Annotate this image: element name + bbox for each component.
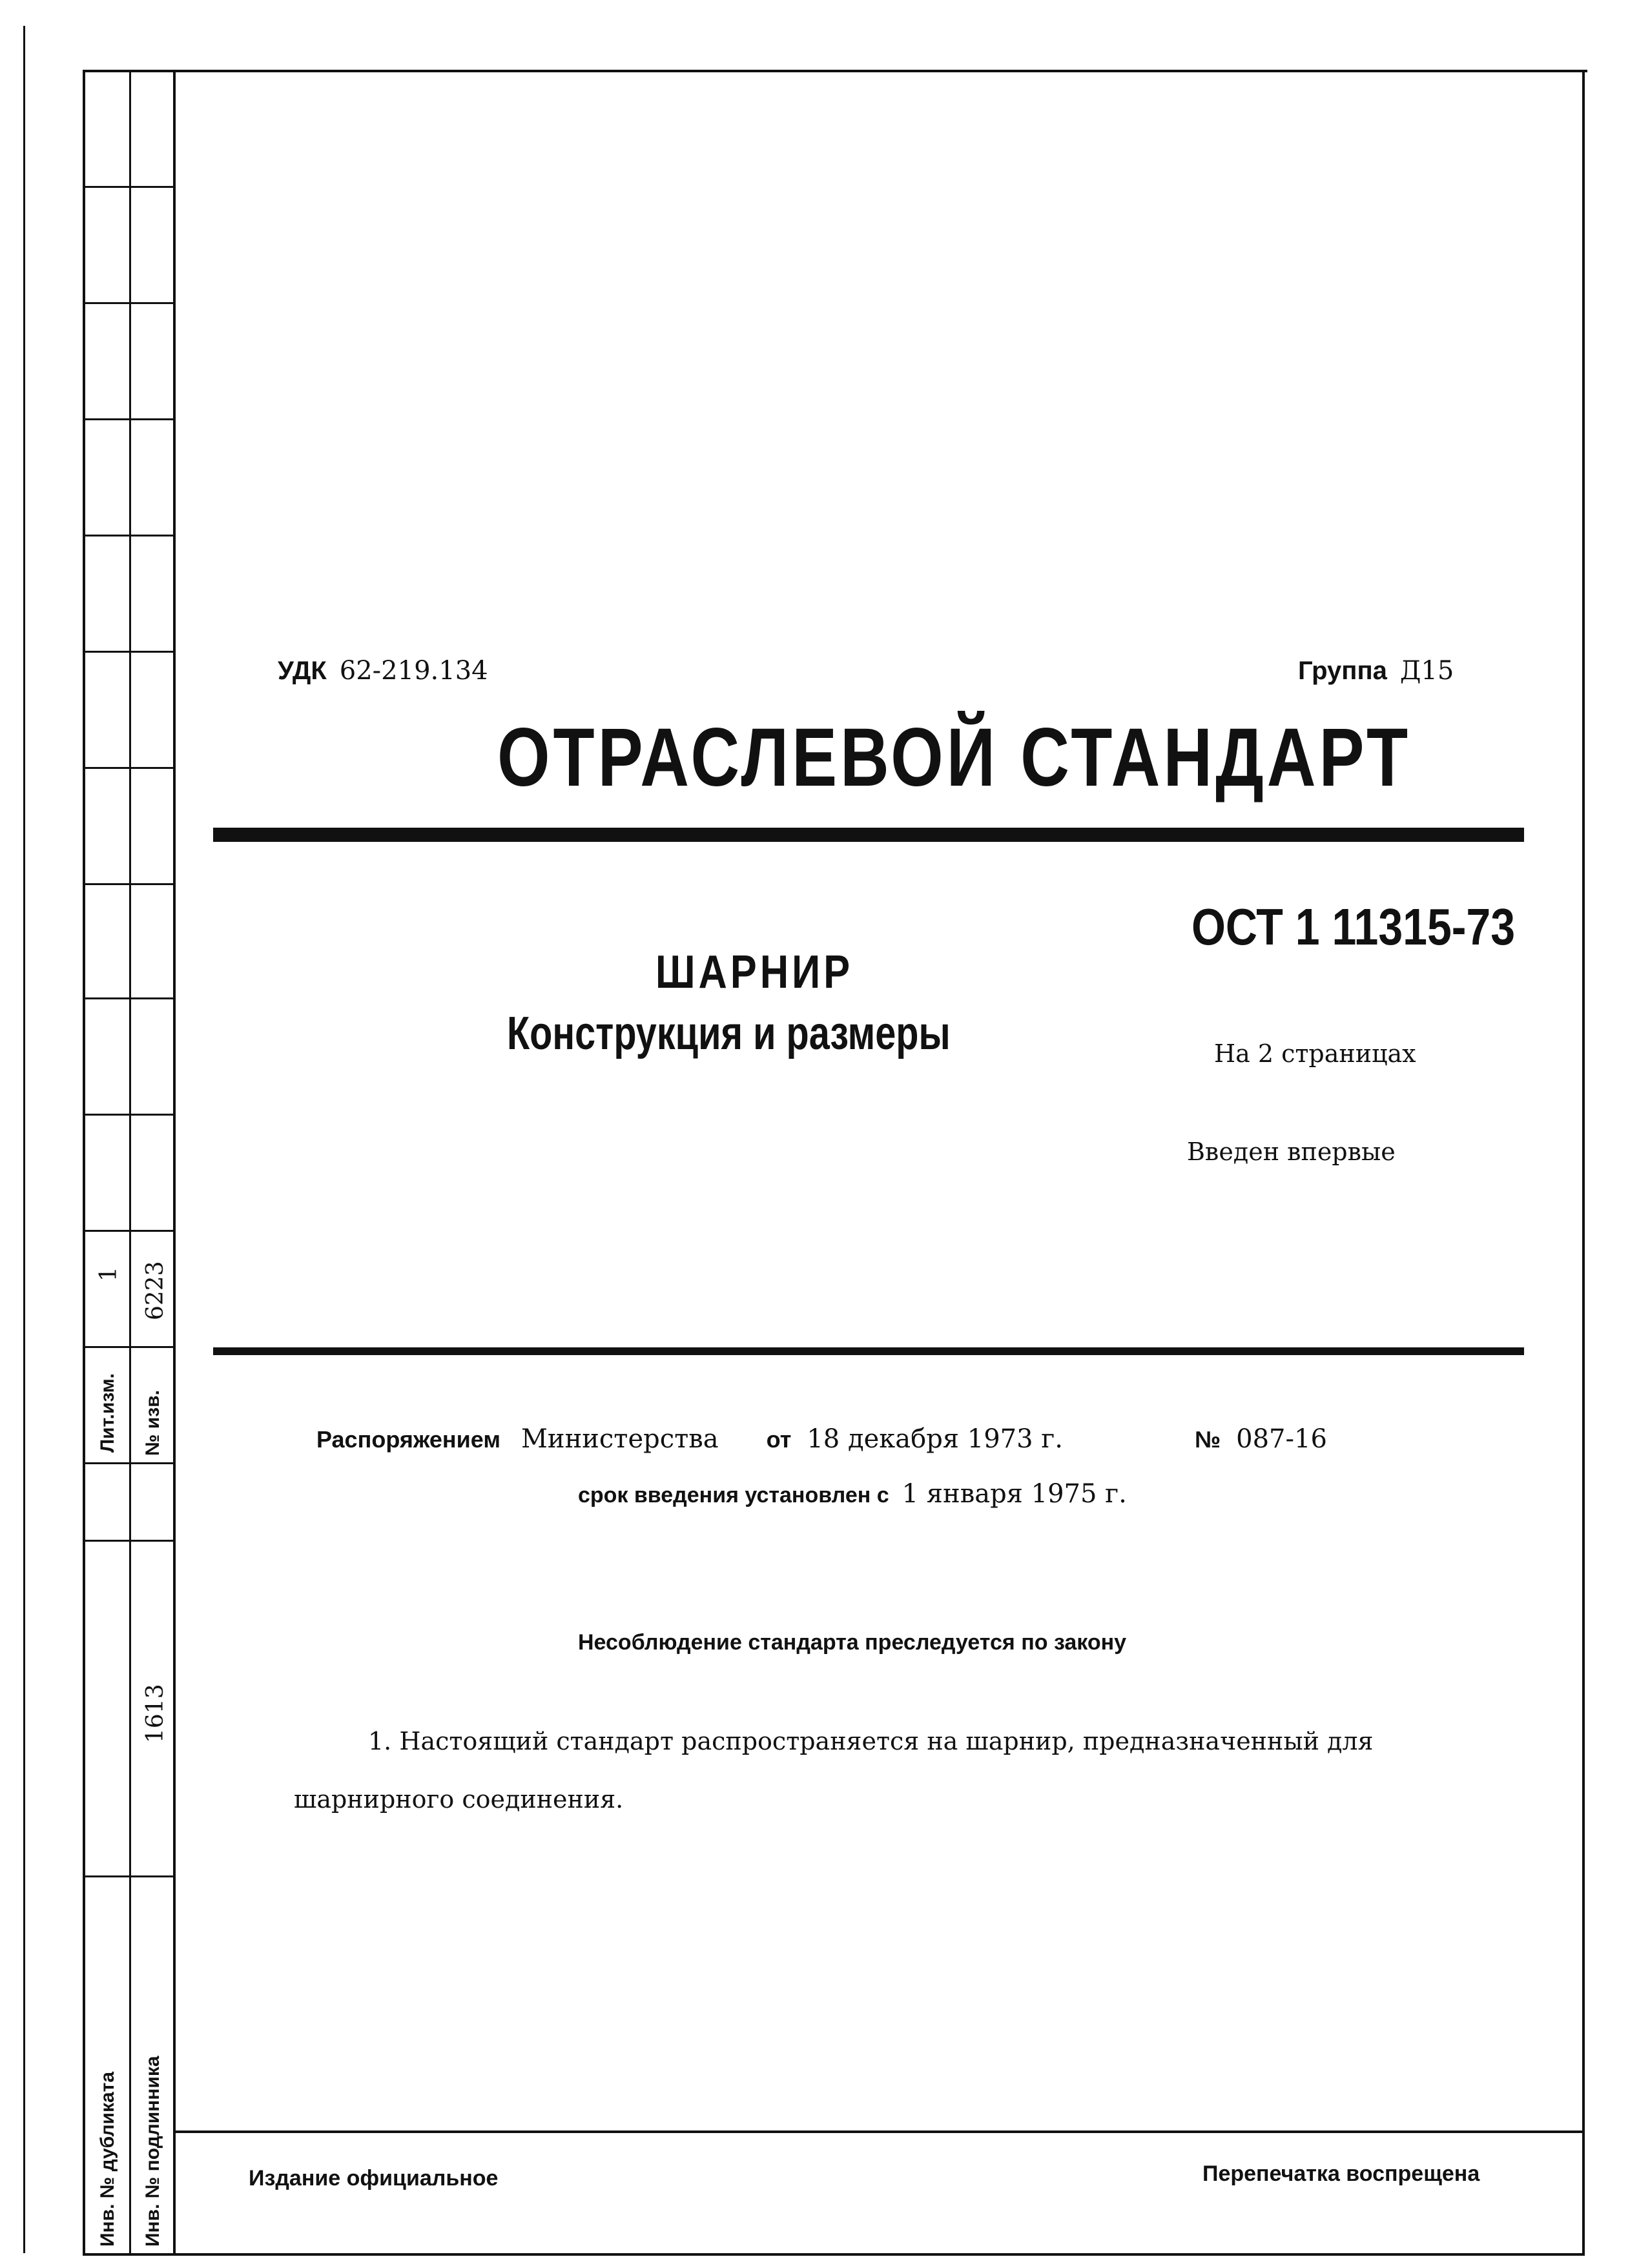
stamp-row-line [83, 1462, 176, 1464]
term-label: срок введения установлен с [578, 1483, 889, 1507]
order-ministry: Министерства [521, 1424, 719, 1454]
udk-label: УДК [278, 657, 327, 685]
stamp-row-line [83, 1875, 176, 1877]
stamp-row-line [83, 535, 176, 536]
lit-izm-label: Лит.изм. [97, 1373, 118, 1453]
stamp-row-line [83, 1540, 176, 1542]
order-number-line [1195, 1424, 1327, 1454]
izv-value: 6223 [142, 1261, 169, 1320]
stamp-row-line [83, 186, 176, 188]
podl-value: 1613 [142, 1684, 169, 1743]
order-date: 18 декабря 1973 г. [807, 1424, 1063, 1454]
stamp-row-line [83, 767, 176, 769]
order-date-prefix: от [766, 1426, 792, 1453]
body-line-2: шарнирного соединения. [294, 1785, 624, 1813]
left-margin-line [23, 26, 25, 2253]
frame-top-line [83, 70, 1587, 72]
stamp-row-line [83, 1230, 176, 1232]
stamp-col-line-3 [173, 70, 176, 2255]
warning-text: Несоблюдение стандарта преследуется по закону [578, 1630, 1127, 1655]
stamp-row-line [83, 418, 176, 420]
pages-note: На 2 страницах [1214, 1039, 1416, 1068]
introduced-note: Введен впервые [1187, 1138, 1396, 1166]
udk-value: 62-219.134 [339, 656, 488, 686]
stamp-row-line [83, 997, 176, 999]
standard-title: ШАРНИР [655, 946, 854, 998]
udk-line [278, 655, 488, 686]
footer-divider-line [174, 2130, 1585, 2133]
stamp-row-line [83, 1346, 176, 1348]
podl-label: Инв. № подлинника [142, 2056, 163, 2247]
standard-subtitle: Конструкция и размеры [507, 1008, 951, 1059]
stamp-row-line [83, 883, 176, 885]
order-number-label: № [1195, 1426, 1221, 1453]
stamp-row-line [83, 1114, 176, 1116]
dubl-label: Инв. № дубликата [97, 2071, 118, 2247]
stamp-col-line-2 [129, 70, 131, 2255]
footer-left: Издание официальное [249, 2166, 499, 2191]
order-number: 087-16 [1236, 1424, 1327, 1454]
group-line [1298, 655, 1454, 686]
izv-label: № изв. [142, 1390, 163, 1456]
order-line [316, 1424, 1063, 1454]
title-rule [213, 828, 1524, 842]
stamp-col-line-1 [83, 70, 85, 2255]
term-line [578, 1478, 1127, 1509]
lit-izm-value: 1 [96, 1267, 122, 1282]
frame-bottom-line [83, 2253, 1585, 2256]
standard-code: ОСТ 1 11315-73 [1191, 898, 1516, 955]
stamp-row-line [83, 302, 176, 304]
order-label: Распоряжением [316, 1426, 500, 1453]
body-line-1: 1. Настоящий стандарт распространяется на шарнир, предназначенный для [368, 1727, 1374, 1755]
group-label: Группа [1298, 657, 1387, 685]
footer-right: Перепечатка воспрещена [1202, 2161, 1480, 2186]
stamp-row-line [83, 651, 176, 653]
main-title: ОТРАСЛЕВОЙ СТАНДАРТ [497, 711, 1412, 804]
order-rule [213, 1347, 1524, 1355]
frame-right-line [1582, 70, 1585, 2255]
group-value: Д15 [1399, 656, 1454, 686]
term-date: 1 января 1975 г. [902, 1479, 1127, 1509]
